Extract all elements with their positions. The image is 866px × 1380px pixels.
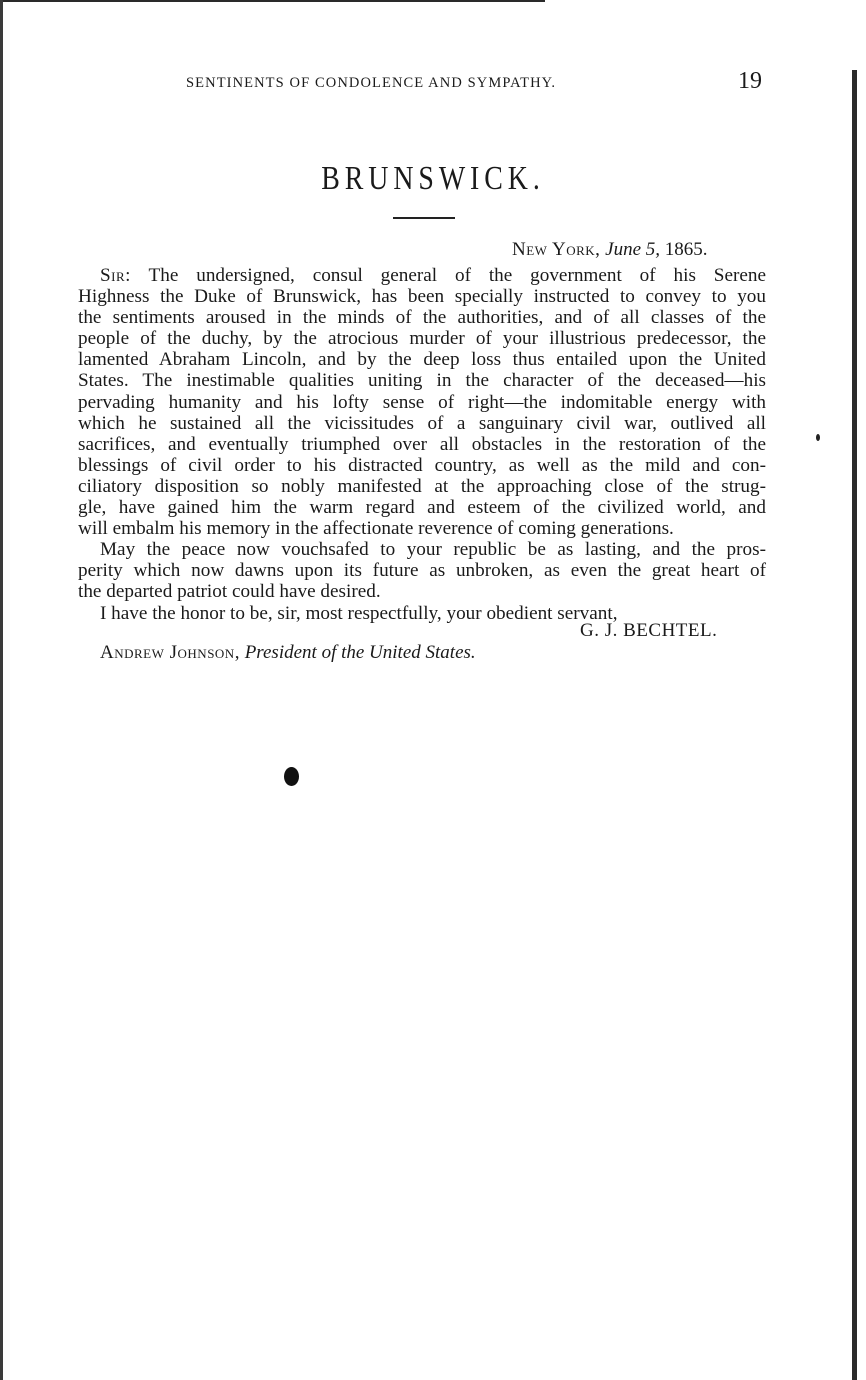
addressee-name: Andrew Johnson,: [100, 642, 240, 663]
running-head: SENTINENTS OF CONDOLENCE AND SYMPATHY.: [186, 75, 557, 91]
letter-line: the departed patriot could have desired.: [78, 581, 381, 603]
letter-line: [78, 265, 766, 286]
closing-line: I have the honor to be, sir, most respectfully, your obedient servant,: [100, 602, 618, 624]
title-rule: [393, 217, 455, 219]
letter-line: Highness the Duke of Brunswick, has been specially instructed to convey to you: [78, 286, 766, 308]
page-edge-right: [852, 70, 857, 1380]
letter-line: sacrifices, and eventually triumphed over all obstacles in the restoration of the: [78, 433, 766, 455]
letter-line: will embalm his memory in the affectionate reverence of coming generations.: [78, 518, 674, 540]
letter-line: ciliatory disposition so nobly manifested at the approaching close of the strug-: [78, 475, 766, 497]
signature: G. J. BECHTEL.: [580, 620, 718, 641]
ink-speck: [816, 434, 820, 441]
letter-line: perity which now dawns upon its future as unbroken, as even the great heart of: [78, 560, 766, 582]
letter-line: the sentiments aroused in the minds of the authorities, and of all classes of the: [78, 307, 766, 329]
section-title: BRUNSWICK.: [321, 160, 545, 197]
dateline-date: June 5,: [605, 239, 661, 260]
page-edge-top: [0, 0, 545, 2]
letter-line: May the peace now vouchsafed to your republic be as lasting, and the pros-: [100, 539, 766, 561]
page-number: 19: [738, 68, 762, 94]
dateline: [512, 239, 708, 261]
dateline-year: 1865.: [664, 239, 708, 260]
addressee: [100, 642, 476, 664]
paragraph1-first-line: The undersigned, consul general of the government of his Serene: [148, 265, 766, 286]
letter-line: people of the duchy, by the atrocious murder of your illustrious predecessor, the: [78, 328, 766, 350]
letter-line: States. The inestimable qualities uniting in the character of the deceased—his: [78, 370, 766, 392]
letter-line: which he sustained all the vicissitudes of a sanguinary civil war, outlived all: [78, 412, 766, 434]
page-edge-left: [0, 0, 3, 1380]
addressee-title: President of the United States.: [244, 642, 476, 663]
letter-line: pervading humanity and his lofty sense of right—the indomitable energy with: [78, 391, 766, 413]
letter-line: gle, have gained him the warm regard and esteem of the civilized world, and: [78, 497, 766, 519]
letter-line: blessings of civil order to his distracted country, as well as the mild and con-: [78, 454, 766, 476]
salutation: Sir:: [100, 265, 132, 286]
ink-blot: [284, 767, 299, 786]
letter-line: lamented Abraham Lincoln, and by the deep loss thus entailed upon the United: [78, 349, 766, 371]
dateline-place: New York,: [512, 239, 601, 260]
letter-body: [78, 265, 766, 624]
